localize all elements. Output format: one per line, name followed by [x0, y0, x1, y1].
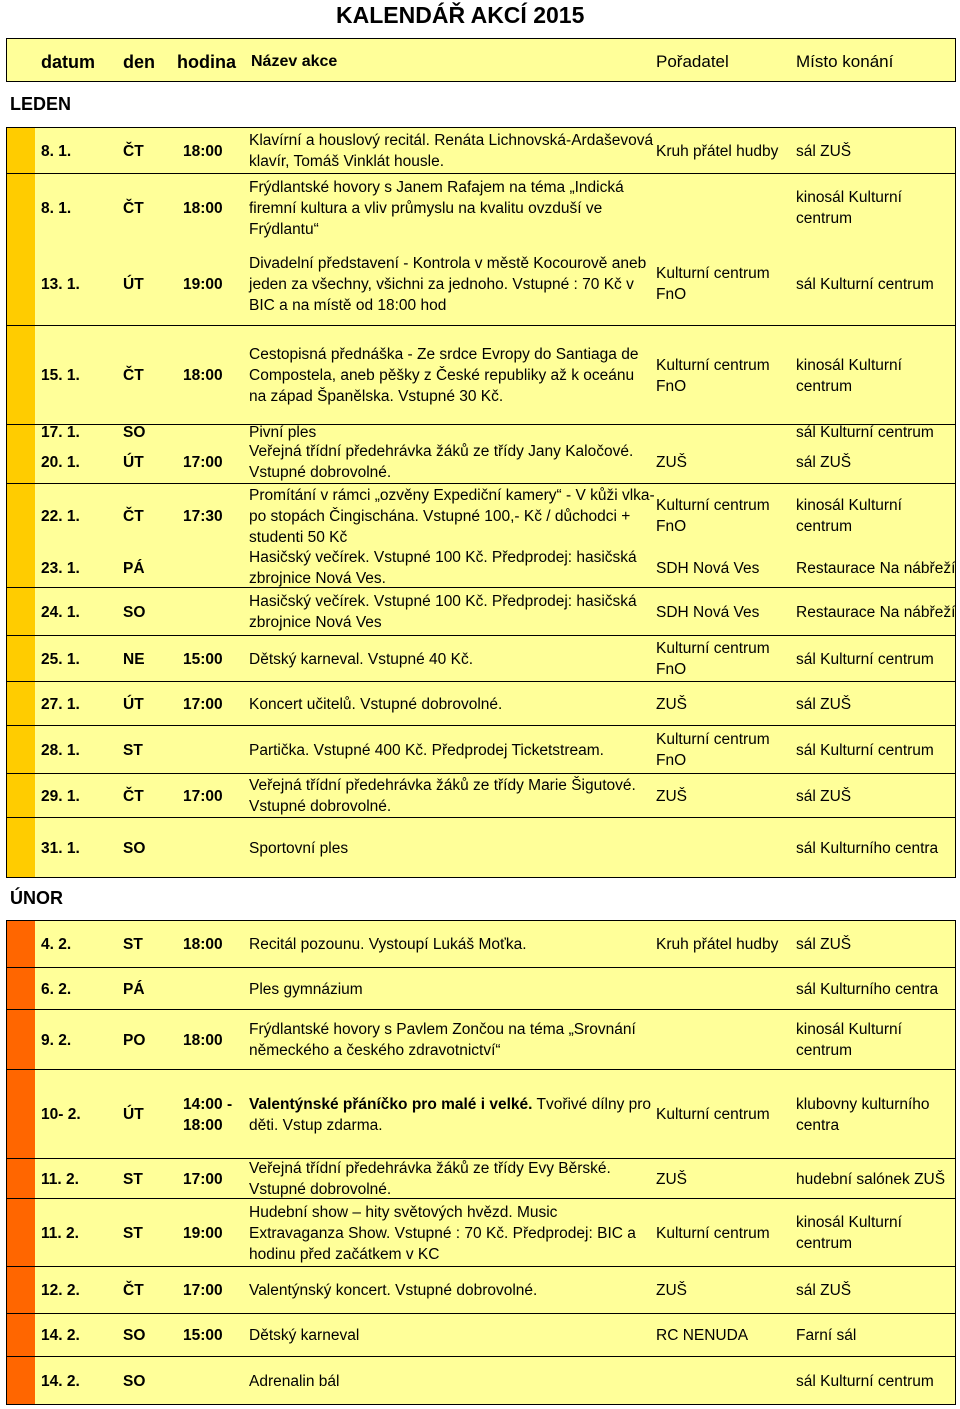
table-header	[6, 38, 956, 82]
event-time: 18:00	[183, 1031, 223, 1049]
event-day: SO	[123, 840, 146, 857]
event-place: sál ZUŠ	[796, 453, 852, 471]
event-time: 15:00	[183, 1327, 223, 1344]
event-organizer: ZUŠ	[656, 1170, 687, 1188]
event-place: sál ZUŠ	[796, 787, 852, 805]
event-day: SO	[123, 1372, 146, 1390]
event-day: ST	[123, 741, 143, 759]
event-place: sál ZUŠ	[796, 695, 852, 713]
event-organizer: Kulturní centrum FnO	[656, 265, 770, 303]
event-place: Restaurace Na nábřeží	[796, 559, 956, 577]
header-nazev: Název akce	[251, 53, 338, 70]
event-date: 23. 1.	[41, 559, 80, 577]
event-name: Divadelní představení - Kontrola v městě Kocourově aneb jeden za všechny, všichni za jednoho. Vstupné : 70 Kč v BIC a na místě od 18:00 hod	[249, 254, 647, 314]
event-name: Veřejná třídní předehrávka žáků ze třídy Marie Šigutové. Vstupné dobrovolné.	[249, 777, 636, 815]
table-row	[7, 1010, 955, 1070]
event-time	[183, 726, 243, 774]
event-date: 14. 2.	[41, 1327, 80, 1344]
event-place: klubovny kulturního centra	[796, 1095, 930, 1134]
event-day: ÚT	[123, 1106, 144, 1123]
event-day: ČT	[123, 1282, 144, 1299]
event-day: PÁ	[123, 980, 145, 998]
table-row	[7, 1357, 955, 1405]
event-date: 15. 1.	[41, 367, 80, 384]
event-day: SO	[123, 603, 146, 621]
header-misto: Místo konání	[796, 52, 894, 71]
event-time: 19:00	[183, 275, 223, 293]
event-day: ÚT	[123, 275, 144, 293]
event-organizer: ZUŠ	[656, 1282, 687, 1299]
event-day: ČT	[123, 142, 144, 160]
event-day: ÚT	[123, 453, 144, 471]
event-name: Adrenalin bál	[249, 1372, 340, 1390]
event-name-bold: Valentýnské přáníčko pro malé i velké.	[249, 1095, 533, 1113]
table-row	[7, 548, 955, 588]
table-row	[7, 1070, 955, 1159]
event-name: Promítání v rámci „ozvěny Expediční kamery“ - V kůži vlka- po stopách Čingischána. Vstupné 100,- Kč / důchodci + studenti 50 Kč	[249, 486, 655, 546]
event-day: ČT	[123, 199, 144, 217]
event-date: 28. 1.	[41, 741, 80, 759]
event-organizer: ZUŠ	[656, 695, 687, 713]
header-poradatel: Pořadatel	[656, 52, 729, 71]
event-time	[183, 548, 243, 588]
event-time: 18:00	[183, 142, 223, 160]
event-date: 10- 2.	[41, 1106, 81, 1123]
table-row	[7, 242, 955, 326]
event-day: ST	[123, 1170, 143, 1188]
event-day: NE	[123, 650, 145, 668]
event-date: 11. 2.	[41, 1170, 79, 1188]
event-date: 8. 1.	[41, 142, 72, 160]
event-place: kinosál Kulturní centrum	[796, 356, 902, 395]
event-date: 11. 2.	[41, 1224, 79, 1242]
event-organizer: Kruh přátel hudby	[656, 936, 779, 953]
section-unor	[6, 920, 956, 1405]
event-date: 31. 1.	[41, 840, 80, 857]
month-leden: LEDEN	[10, 94, 72, 114]
event-name: Veřejná třídní předehrávka žáků ze třídy Jany Kaločové. Vstupné dobrovolné.	[249, 443, 634, 481]
event-time: 18:00	[183, 936, 223, 953]
event-date: 8. 1.	[41, 199, 72, 217]
event-place: sál Kulturní centrum	[796, 275, 934, 293]
event-day: ČT	[123, 367, 144, 384]
event-time	[183, 588, 243, 636]
event-place: sál Kulturního centra	[796, 980, 939, 998]
table-row	[7, 921, 955, 968]
event-organizer: Kulturní centrum	[656, 1224, 770, 1242]
event-organizer: RC NENUDA	[656, 1327, 749, 1344]
event-day: SO	[123, 424, 146, 441]
table-row	[7, 174, 955, 242]
event-time: 14:00 - 18:00	[183, 1095, 233, 1134]
event-name: Hasičský večírek. Vstupné 100 Kč. Předprodej: hasičská zbrojnice Nová Ves.	[249, 549, 637, 587]
event-name: Cestopisná přednáška - Ze srdce Evropy do Santiaga de Compostela, aneb pěšky z České republiky až k oceánu na západ Španělska. Vstupné 30 Kč.	[249, 346, 639, 405]
event-date: 27. 1.	[41, 695, 80, 713]
event-date: 14. 2.	[41, 1372, 80, 1390]
table-row	[7, 1159, 955, 1199]
event-date: 29. 1.	[41, 787, 80, 805]
event-day: PO	[123, 1031, 146, 1049]
event-time: 18:00	[183, 199, 223, 217]
event-name: Recitál pozounu. Vystoupí Lukáš Moťka.	[249, 936, 527, 953]
event-time	[183, 968, 243, 1010]
event-date: 13. 1.	[41, 275, 80, 293]
event-place: kinosál Kulturní centrum	[796, 1021, 902, 1059]
event-time: 15:00	[183, 650, 223, 668]
table-row	[7, 1267, 955, 1314]
event-time: 17:00	[183, 1282, 223, 1299]
table-row	[7, 128, 955, 174]
event-place: kinosál Kulturní centrum	[796, 497, 902, 535]
event-date: 20. 1.	[41, 453, 80, 471]
table-row	[7, 1314, 955, 1357]
event-place: kinosál Kulturní centrum	[796, 189, 902, 227]
event-organizer: Kulturní centrum	[656, 1106, 770, 1123]
event-name: Partička. Vstupné 400 Kč. Předprodej Ticketstream.	[249, 741, 604, 759]
event-organizer: Kulturní centrum FnO	[656, 640, 770, 678]
event-place: Farní sál	[796, 1327, 857, 1344]
event-organizer	[656, 818, 796, 879]
table-row	[7, 682, 955, 726]
event-date: 6. 2.	[41, 980, 72, 998]
table-row	[7, 440, 955, 484]
event-organizer	[656, 968, 796, 1010]
table-row	[7, 425, 955, 440]
event-name: Koncert učitelů. Vstupné dobrovolné.	[249, 695, 503, 713]
event-time	[183, 425, 243, 440]
event-place: sál ZUŠ	[796, 1282, 852, 1299]
event-day: ČT	[123, 787, 144, 805]
month-unor: ÚNOR	[10, 888, 63, 908]
event-day: ST	[123, 936, 143, 953]
event-name: Dětský karneval	[249, 1327, 360, 1344]
event-name	[249, 1070, 655, 1159]
event-name: Sportovní ples	[249, 840, 349, 857]
event-place: hudební salónek ZUŠ	[796, 1170, 946, 1188]
event-name: Klavírní a houslový recitál. Renáta Lichnovská-Ardaševová klavír, Tomáš Vinklát housle.	[249, 132, 654, 170]
event-name: Ples gymnázium	[249, 980, 363, 998]
event-place: sál ZUŠ	[796, 936, 852, 953]
section-leden	[6, 127, 956, 878]
table-row	[7, 1199, 955, 1267]
event-time	[183, 1357, 243, 1405]
event-organizer: Kruh přátel hudby	[656, 142, 779, 160]
event-organizer	[656, 174, 796, 242]
event-name: Hasičský večírek. Vstupné 100 Kč. Předprodej: hasičská zbrojnice Nová Ves	[249, 593, 637, 631]
event-organizer	[656, 1010, 796, 1070]
table-row	[7, 774, 955, 818]
event-organizer: Kulturní centrum FnO	[656, 731, 770, 769]
event-date: 25. 1.	[41, 650, 80, 668]
event-day: ST	[123, 1224, 143, 1242]
table-row	[7, 326, 955, 425]
header-den: den	[123, 52, 156, 72]
event-name: Pivní ples	[249, 424, 317, 441]
event-place: sál Kulturní centrum	[796, 424, 934, 441]
table-row	[7, 636, 955, 682]
event-place: sál ZUŠ	[796, 142, 852, 160]
event-date: 22. 1.	[41, 507, 80, 525]
event-time: 17:00	[183, 695, 223, 713]
event-date: 12. 2.	[41, 1282, 80, 1299]
event-name: Veřejná třídní předehrávka žáků ze třídy Evy Běrské. Vstupné dobrovolné.	[249, 1160, 611, 1198]
table-row	[7, 726, 955, 774]
event-time: 17:30	[183, 507, 223, 525]
event-name: Frýdlantské hovory s Pavlem Zončou na téma „Srovnání německého a českého zdravotnictví“	[249, 1021, 636, 1059]
event-organizer: Kulturní centrum FnO	[656, 497, 770, 535]
event-name: Valentýnský koncert. Vstupné dobrovolné.	[249, 1282, 538, 1299]
header-datum: datum	[41, 52, 95, 72]
table-row	[7, 818, 955, 879]
event-name-rest: Tvořivé dílny pro děti. Vstup zdarma.	[249, 1095, 652, 1134]
event-date: 9. 2.	[41, 1031, 72, 1049]
event-place: sál Kulturního centra	[796, 840, 939, 857]
event-organizer: ZUŠ	[656, 787, 687, 805]
table-row	[7, 968, 955, 1010]
event-date: 17. 1.	[41, 424, 80, 441]
event-organizer: SDH Nová Ves	[656, 603, 760, 621]
event-day: ČT	[123, 507, 144, 525]
event-place: sál Kulturní centrum	[796, 741, 934, 759]
event-organizer: SDH Nová Ves	[656, 559, 760, 577]
event-date: 4. 2.	[41, 936, 72, 953]
event-time: 19:00	[183, 1224, 223, 1242]
event-time: 17:00	[183, 453, 223, 471]
event-time	[183, 818, 243, 879]
event-day: PÁ	[123, 559, 145, 577]
event-name: Frýdlantské hovory s Janem Rafajem na téma „Indická firemní kultura a vliv průmyslu na kvalitu ovzduší ve Frýdlantu“	[249, 178, 624, 238]
event-place: Restaurace Na nábřeží	[796, 603, 956, 621]
event-date: 24. 1.	[41, 603, 80, 621]
event-time: 18:00	[183, 367, 223, 384]
event-time: 17:00	[183, 1170, 223, 1188]
event-organizer: Kulturní centrum FnO	[656, 356, 770, 395]
event-place: sál Kulturní centrum	[796, 650, 934, 668]
event-organizer: ZUŠ	[656, 453, 687, 471]
event-time: 17:00	[183, 787, 223, 805]
event-organizer	[656, 1357, 796, 1405]
page-title: KALENDÁŘ AKCÍ 2015	[336, 2, 585, 28]
table-row	[7, 588, 955, 636]
event-day: ÚT	[123, 695, 144, 713]
table-row	[7, 484, 955, 548]
event-place: kinosál Kulturní centrum	[796, 1214, 902, 1252]
event-day: SO	[123, 1327, 146, 1344]
event-organizer	[656, 425, 796, 440]
header-hodina: hodina	[177, 52, 236, 72]
event-place: sál Kulturní centrum	[796, 1372, 934, 1390]
event-name: Hudební show – hity světových hvězd. Music Extravaganza Show. Vstupné : 70 Kč. Předprodej: BIC a hodinu před začátkem v KC	[249, 1203, 636, 1263]
event-name: Dětský karneval. Vstupné 40 Kč.	[249, 650, 474, 668]
